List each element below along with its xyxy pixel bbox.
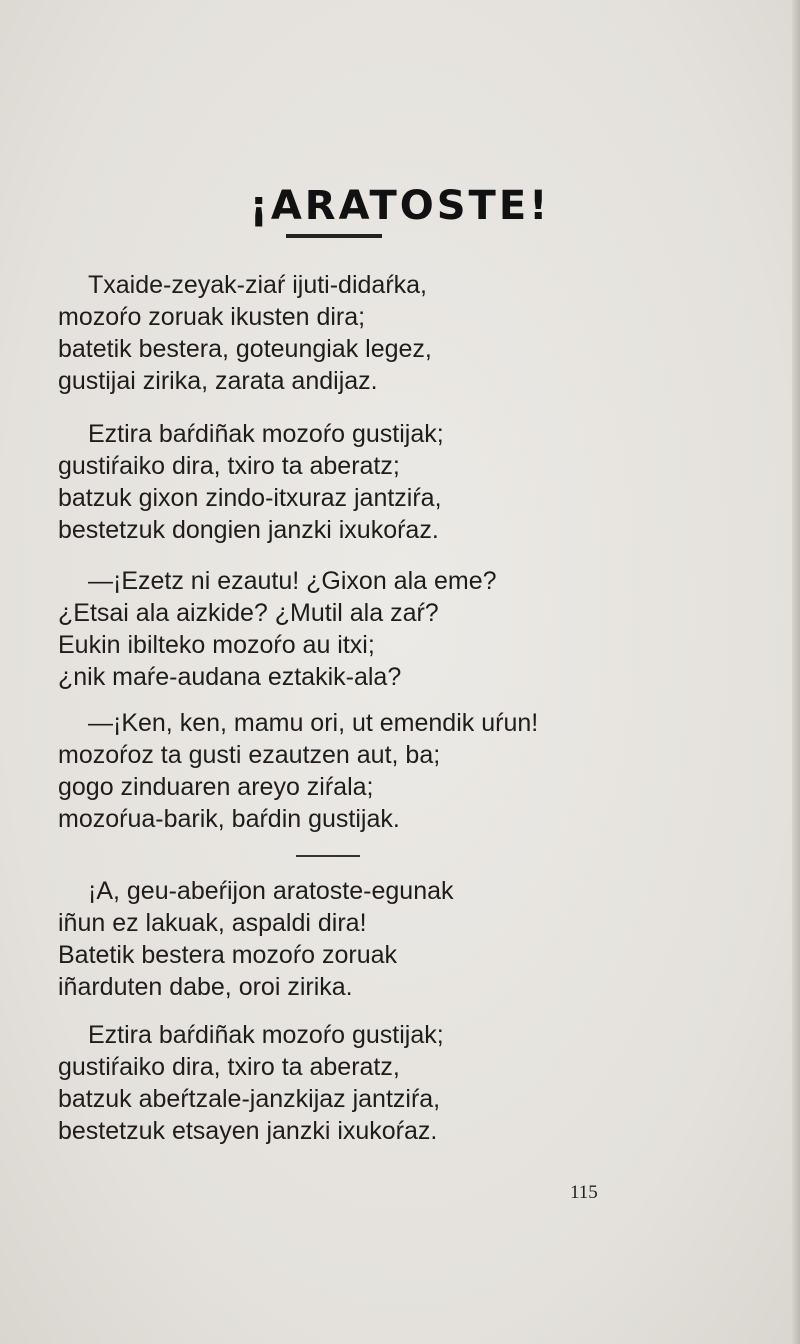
poem-line: iñarduten dabe, oroi zirika. [58, 973, 353, 1001]
poem-line: gustijai zirika, zarata andijaz. [58, 367, 378, 395]
stanza-1 [58, 269, 758, 397]
stanza-5 [58, 875, 758, 1003]
poem-line: Txaide-zeyak-ziaŕ ijuti-didaŕka, [88, 271, 428, 299]
poem-line: mozoŕo zoruak ikusten dira; [58, 303, 366, 331]
poem-line: iñun ez lakuak, aspaldi dira! [58, 909, 367, 937]
poem-line: Batetik bestera mozoŕo zoruak [58, 941, 398, 969]
title-underline [286, 234, 382, 238]
page-number: 115 [570, 1182, 598, 1203]
poem-line: —¡Ken, ken, mamu ori, ut emendik uŕun! [88, 709, 539, 737]
poem-line: gogo zinduaren areyo ziŕala; [58, 773, 374, 801]
poem-line: batzuk abeŕtzale-janzkijaz jantziŕa, [58, 1085, 441, 1113]
poem-line: batzuk gixon zindo-itxuraz jantziŕa, [58, 484, 442, 512]
poem-line: Eukin ibilteko mozoŕo au itxi; [58, 631, 375, 659]
stanza-4 [58, 707, 758, 835]
poem-line: —¡Ezetz ni ezautu! ¿Gixon ala eme? [88, 567, 497, 595]
stanza-3 [58, 565, 758, 693]
poem-line: mozoŕoz ta gusti ezautzen aut, ba; [58, 741, 441, 769]
poem-line: mozoŕua-barik, baŕdin gustijak. [58, 805, 400, 833]
section-divider [296, 855, 360, 857]
poem-line: ¿Etsai ala aizkide? ¿Mutil ala zaŕ? [58, 599, 439, 627]
poem-line: Eztira baŕdiñak mozoŕo gustijak; [88, 1021, 444, 1049]
poem-line: batetik bestera, goteungiak legez, [58, 335, 432, 363]
poem-line: bestetzuk dongien janzki ixukoŕaz. [58, 516, 439, 544]
stanza-6 [58, 1019, 758, 1147]
poem-line: gustiŕaiko dira, txiro ta aberatz; [58, 452, 400, 480]
poem-line: Eztira baŕdiñak mozoŕo gustijak; [88, 420, 444, 448]
poem-line: ¿nik maŕe-audana eztakik-ala? [58, 663, 402, 691]
poem-line: bestetzuk etsayen janzki ixukoŕaz. [58, 1117, 438, 1145]
poem-line: gustiŕaiko dira, txiro ta aberatz, [58, 1053, 400, 1081]
stanza-2 [58, 418, 758, 546]
poem-title: ¡ARATOSTE! [249, 183, 551, 229]
poem-line: ¡A, geu-abeŕijon aratoste-egunak [88, 877, 454, 905]
